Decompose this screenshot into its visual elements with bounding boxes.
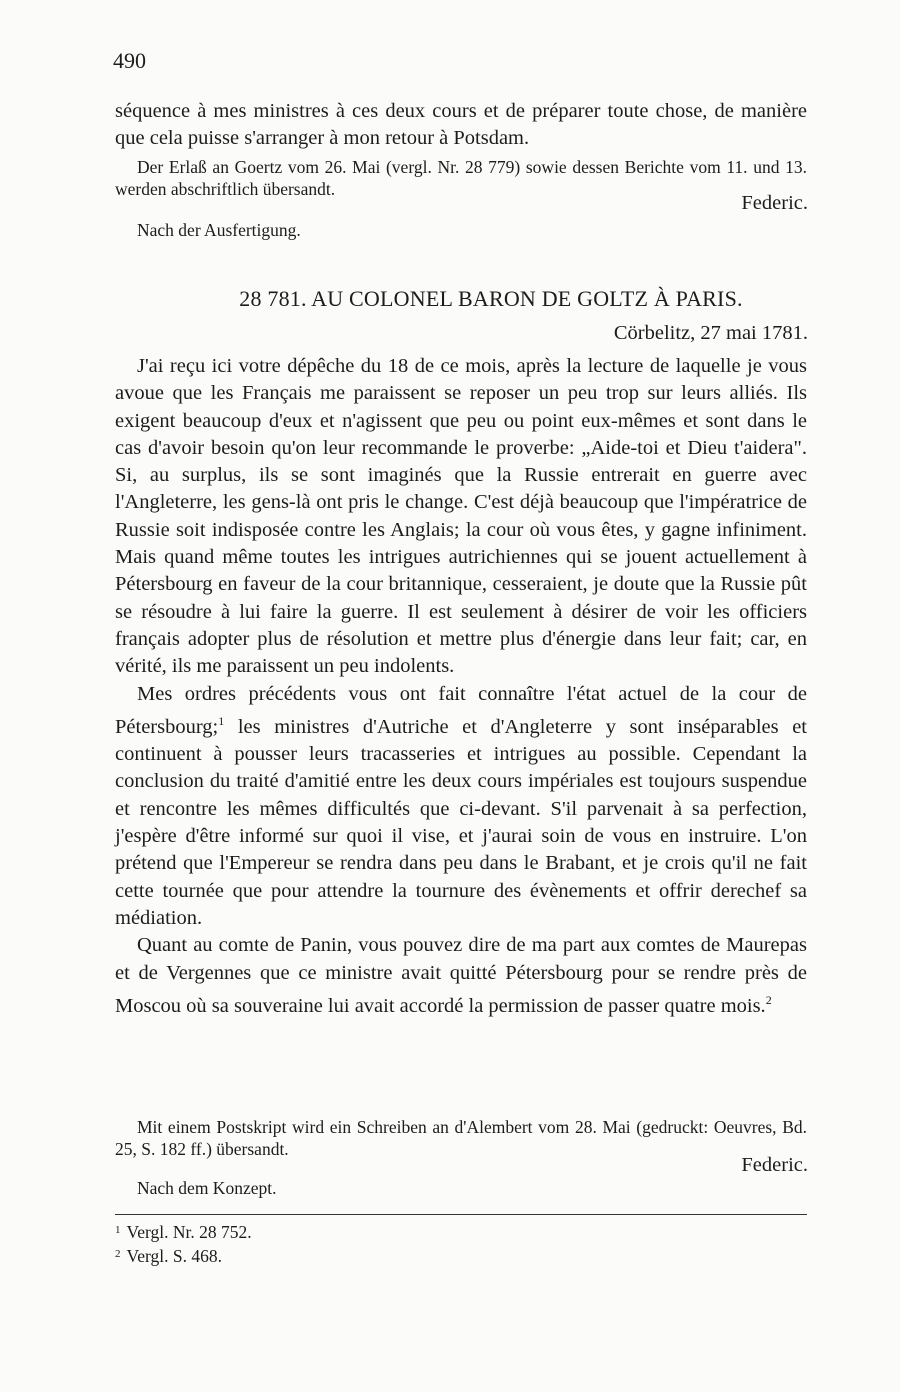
letter-paragraph-1: J'ai reçu ici votre dépêche du 18 de ce mois, après la lecture de laquelle je vous avoue que les Français me paraissent se reposer un peu trop sur leurs alliés. Ils exigent beaucoup d'eux et n'agissent que peu ou point eux-mêmes et sont dans le cas d'avoir besoin qu'on leur recommande le proverbe: „Aide-toi et Dieu t'aidera". Si, au surplus, ils se sont imaginés que la Russie entrerait en guerre avec l'Angleterre, les gens-là ont pris le change. C'est déjà beaucoup que l'impératrice de Russie soit indisposée contre les Anglais; la cour où vous êtes, y gagne infiniment. Mais quand même toutes les intrigues autrichiennes qui se jouent actuellement à Pétersbourg en faveur de la cour britannique, cesseraient, je doute que la Russie pût se résoudre à lui faire la guerre. Il est seulement à désirer de voir les officiers français adopter plus de résolution et mettre plus d'énergie dans leur fait; car, en vérité, ils me paraissent un peu indolents. — [115, 355, 807, 678]
footnote-2-text: Vergl. S. 468. — [126, 1246, 222, 1266]
footnote-ref-1: 1 — [218, 713, 225, 728]
letter-source: Nach dem Konzept. — [137, 1178, 277, 1198]
letter-heading: 28 781. AU COLONEL BARON DE GOLTZ À PARIS. — [239, 286, 743, 311]
letter-signature: Federic. — [741, 1154, 808, 1176]
footnote-ref-2: 2 — [765, 992, 772, 1007]
letter-paragraph-3 — [115, 932, 807, 1020]
continuation-paragraph: séquence à mes ministres à ces deux cours et de préparer toute chose, de manière que cela puisse s'arranger à mon retour à Potsdam. — [115, 100, 807, 150]
footnote-1-text: Vergl. Nr. 28 752. — [126, 1222, 252, 1242]
continuation-source: Nach der Ausfertigung. — [137, 220, 301, 240]
footnote-divider — [115, 1214, 807, 1215]
letter-note: Mit einem Postskript wird ein Schreiben an d'Alembert vom 28. Mai (gedruckt: Oeuvres, Bd. 25, S. 182 ff.) übersandt. — [115, 1117, 807, 1159]
continuation-text-block — [115, 98, 807, 153]
paragraph-3-text: Quant au comte de Panin, vous pouvez dire de ma part aux comtes de Maurepas et de Vergennes que ce ministre avait quitté Pétersbourg pour se rendre près de Moscou où sa souveraine lui avait accordé la permission de passer quatre mois. — [115, 934, 807, 1017]
letter-note-block — [115, 1116, 807, 1160]
continuation-signature: Federic. — [741, 192, 808, 214]
letter-paragraph-2 — [115, 681, 807, 933]
footnote-1-mark: 1 — [115, 1224, 121, 1236]
paragraph-2-text-start: Mes ordres précédents vous ont fait connaître l'état actuel de la cour de Pétersbourg; — [115, 682, 807, 738]
footnote-2 — [115, 1246, 222, 1267]
continuation-note-block — [115, 156, 807, 200]
footnote-2-mark: 2 — [115, 1248, 121, 1260]
continuation-note: Der Erlaß an Goertz vom 26. Mai (vergl. Nr. 28 779) sowie dessen Berichte vom 11. und 13. werden abschriftlich übersandt. — [115, 157, 807, 199]
page-number: 490 — [113, 48, 146, 73]
letter-dateline: Cörbelitz, 27 mai 1781. — [613, 322, 808, 344]
footnote-1 — [115, 1222, 252, 1243]
letter-body — [115, 353, 807, 1020]
paragraph-2-text-end: les ministres d'Autriche et d'Angleterre y sont inséparables et continuent à pousser leurs tracasseries et intrigues au possible. Cependant la conclusion du traité d'amitié entre les deux cours impériales est toujours suspendue et rencontre les mêmes difficultés que ci-devant. S'il parvenait à sa perfection, j'espère d'être informé sur quoi il vise, et j'aurai soin de vous en instruire. L'on prétend que l'Empereur se rendra dans peu dans le Brabant, et je crois qu'il ne fait cette tournée que pour attendre la tournure des évènements et offrir derechef sa médiation. — [115, 715, 807, 929]
